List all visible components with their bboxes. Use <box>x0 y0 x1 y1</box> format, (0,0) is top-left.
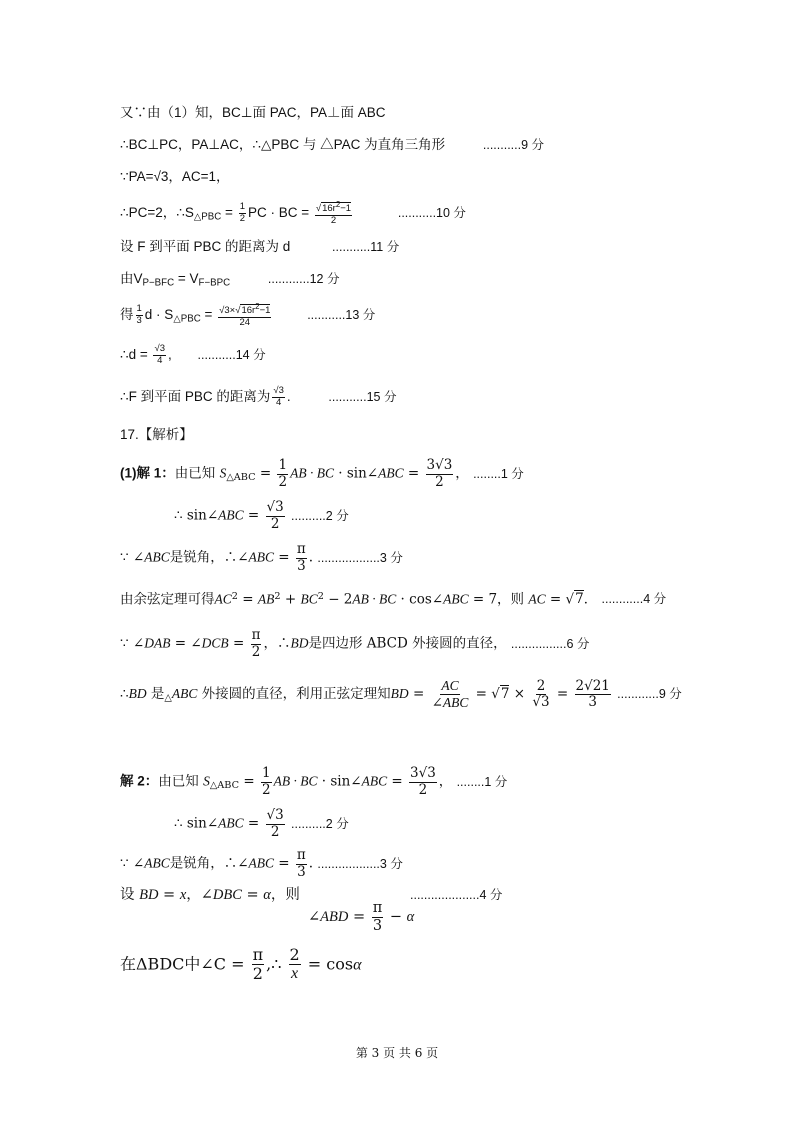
line-5-points: ...........11 分 <box>332 240 400 254</box>
page-footer: 第 3 页 共 6 页 <box>355 1046 439 1060</box>
sol2-line-4-points: ....................4 分 <box>410 888 503 902</box>
line-7-points: ...........13 分 <box>307 308 376 323</box>
line-9-points: ...........15 分 <box>328 389 397 404</box>
sol2-line-1: 解 2：由已知 $S_{\triangle ABC}$ = $\frac{1}{2}$ AB · BC · sin∠ABC = $\frac{3√3}{2}$ ， ........1 分 <box>120 765 508 798</box>
sol1-line-6: ∴BD 是$_\triangle$ABC 外接圆的直径，利用正弦定理知BD = $\frac{AC}{\text{∠ABC}}$ = √7 × $\frac{2}{√3}$ = $\frac{2√21}{3}$ ............9 分 <box>120 677 682 711</box>
sol2-line-4-then: 则 <box>285 887 300 903</box>
line-4-points: ...........10 分 <box>397 206 466 221</box>
sol2-line-3-points: ..................3 分 <box>317 856 403 871</box>
sol1-line-4-points: ............4 分 <box>601 592 667 607</box>
line-8: ∴d = $\frac{√3}{4}$ , ...........14 分 <box>120 343 266 366</box>
line-5 <box>120 238 399 256</box>
line-1: 又∵由（1）知，BC⊥面 PAC，PA⊥面 ABC <box>120 105 386 120</box>
line-2-points: ...........9 分 <box>482 138 545 152</box>
section-heading: 17.【解析】 <box>120 427 193 442</box>
sol1-line-5-points: ................6 分 <box>510 636 590 651</box>
line-2 <box>120 136 544 154</box>
line-8-points: ...........14 分 <box>197 347 266 362</box>
sol1-label: (1)解 1： <box>120 465 175 481</box>
sol2-line-5: 在ΔBDC中∠C = $\frac{\pi}{2}$ ,∴ $\frac{2}{x}$ = cosα <box>120 945 362 984</box>
line-9: ∴F 到平面 PBC 的距离为 $\frac{√3}{4}$ . ...........15 分 <box>120 385 397 408</box>
sol2-line-3: ∵ ∠ABC是锐角，∴∠ABC = $\frac{\pi}{3}$ . ..................3 分 <box>120 847 403 880</box>
sol1-line-6-text: 外接圆的直径，利用正弦定理知 <box>201 686 391 703</box>
sol1-line-4: 由余弦定理可得$AC^2 = AB^2 + BC^2 - 2AB$ · BC · cos∠ABC = 7，则 AC = √7． ............4 分 <box>120 591 667 608</box>
sol1-line-2: ∴ sin∠ABC = $\frac{√3}{2}$ ..........2 分 <box>174 499 349 532</box>
sol1-line-2-points: ..........2 分 <box>291 508 349 523</box>
line-5-text: 设 F 到平面 PBC 的距离为 d <box>120 239 291 254</box>
sol2-line-4-text: 设 <box>120 887 135 903</box>
sol2-text: 由已知 <box>158 773 199 790</box>
sol1-text: 由已知 <box>174 465 216 482</box>
sol2-line-4-points-wrap <box>410 886 502 904</box>
sol2-line-4: 设 BD = x，∠DBC = α，则 <box>120 887 300 903</box>
sol1-line-4-text: 由余弦定理可得 <box>120 591 215 608</box>
sol1-line-5-text: 是四边形 ABCD 外接圆的直径， <box>308 635 507 652</box>
line-3: ∵PA=√3，AC=1， <box>120 169 230 184</box>
sol1-line-6-points: ............9 分 <box>617 687 682 702</box>
sol1-line-3-text: 是锐角，∴ <box>169 549 238 566</box>
sol2-line-4b: ∠ABD = $\frac{\pi}{3}$ − α <box>308 900 415 934</box>
sol2-line-2-points: ..........2 分 <box>291 816 349 831</box>
sol2-line-5-text: 在ΔBDC中∠C = <box>120 954 245 974</box>
sol2-label: 解 2： <box>120 773 159 789</box>
line-4: ∴PC=2，$\therefore S_{\triangle PBC}$ = $\frac{1}{2}$ PC · BC = $\frac{√16r^2-1}{2}$ ...........10 分 <box>120 200 466 227</box>
line-4-text: ∴PC=2，∴S <box>120 205 194 221</box>
sol2-line-3-text: 是锐角，∴ <box>169 855 238 872</box>
line-6: 由$V_{P-BFC} = V_{F-BPC}$ ............12 分 <box>120 271 340 289</box>
line-2-text: ∴BC⊥PC，PA⊥AC，∴△PBC 与 △PAC 为直角三角形 <box>120 137 446 152</box>
sol1-line-3: ∵ ∠ABC是锐角，∴∠ABC = $\frac{\pi}{3}$ . ..................3 分 <box>120 541 403 574</box>
line-7: 得 $\frac{1}{3}$ $d \cdot S_{\triangle PBC}$ = $\frac{√3\times√16r^2-1}{24}$ ...........13 分 <box>120 302 376 329</box>
sol2-line-2: ∴ sin∠ABC = $\frac{√3}{2}$ ..........2 分 <box>174 807 349 840</box>
sol1-line-1-points: ........1 分 <box>473 466 524 481</box>
line-9-text: ∴F 到平面 PBC 的距离为 <box>120 388 271 404</box>
sol1-line-3-points: ..................3 分 <box>317 550 403 565</box>
sol1-line-1: (1)解 1：由已知 $S_{\triangle ABC}$ = $\frac{1}{2}$ AB · BC · sin∠ABC = $\frac{3√3}{2}$ ， ........1 分 <box>120 457 524 490</box>
sol2-line-1-points: ........1 分 <box>456 774 508 789</box>
sol1-line-5: ∵ ∠DAB = ∠DCB = $\frac{\pi}{2}$ ，∴BD是四边形 ABCD 外接圆的直径， ................6 分 <box>120 627 590 660</box>
line-6-points: ............12 分 <box>267 272 340 286</box>
